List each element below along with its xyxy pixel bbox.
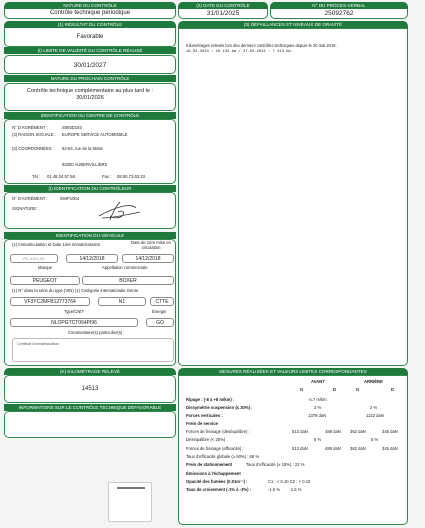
eff-label: Forces de freinage (efficacité) : [186,446,244,451]
center-tel-label: Tél : [32,174,41,179]
center-fax-value: 08.50.73.63.33 [117,174,145,179]
ripage-av: -4.7 m/km [308,397,327,402]
vehicle-genre: CTTE [150,297,174,306]
nature-label: NATURE DU CONTRÔLE [4,2,176,9]
center-coords-label: (3) COORDONNÉES : [12,146,54,151]
center-agrement-label: N° D'AGRÉMENT : [12,125,48,130]
desequ-rg: 362 daN [350,429,366,434]
vehicle-id-label: Certificat d'immatriculation [17,342,60,346]
measures-avant: AVANT [311,379,325,384]
desequ2-ar: 5 % [371,437,379,442]
defects-line2: 16.02.2024 : 10 133 km / 27.02.2021 : 7 213 km [186,50,291,54]
pv-value: 25092762 [324,10,354,17]
vehicle-vin-label: (1) N° dans la série du type (VIN) (1) Catégorie internationale Genre [12,288,139,293]
dissym-av: 3 % [314,405,322,410]
desequ2-av: 5 % [314,437,322,442]
defects-box [178,28,408,366]
vehicle-immat: FC-XXX-XX [10,254,58,263]
eff-g: 513 daN [292,446,308,451]
date-header [178,2,268,19]
center-raison-value: EUROPE SERVICE AUTOMOBILE [62,132,128,137]
vehicle-marque: PEUGEOT [10,276,80,285]
center-address1: 62-64, rue de la Motte [62,146,103,151]
vehicle-type: NLOPGTCT064PI96 [10,318,138,327]
measures-arriere: ARRIÈRE [364,379,383,384]
pv-header [270,2,408,19]
result-label: (1) RÉSULTAT DU CONTRÔLE [4,21,176,28]
vehicle-modele: BOXER [82,276,174,285]
eff-rd: 345 daN [382,446,398,451]
forces-av: 1379 daN [308,413,327,418]
vehicle-energie: GO [146,318,174,327]
limit-value: 30/01/2027 [73,62,107,69]
info-box [4,411,176,438]
desequ-label: Forces de freinage (déséquilibre) : [186,429,250,434]
vehicle-label: IDENTIFICATION DU VÉHICULE [4,232,176,239]
pv-label: N° DU PROCES-VERBAL [270,2,408,9]
croise-value: -1.5 % -1.5 % [268,487,302,492]
measures-label: MESURES RÉALISÉES ET VALEURS LIMITES CORRESPONDANTES [178,368,408,375]
eff-rg: 362 daN [350,446,366,451]
vehicle-date1: 14/12/2018 [66,254,118,263]
ripage-label: Ripage : (-8 à +8 m/km) : [186,397,235,402]
date-value: 31/01/2025 [206,10,240,17]
signature-image [96,198,144,224]
center-agrement-value: S093D183 [62,125,82,130]
taux-label: Taux d'efficacité globale (≥ 50%) : 68 % [186,454,260,459]
vehicle-date2: 14/12/2018 [122,254,174,263]
date-label: (2) DATE DU CONTRÔLE [178,2,268,9]
vehicle-commercial-label: Appellation commerciale [102,265,148,270]
vehicle-energie-label: Énergie [152,309,167,314]
next-control-value: Contrôle technique complémentaire au plus tard le : 30/01/2026 [27,88,153,101]
center-tel-value: 01.48.34.57.56 [47,174,75,179]
km-label: (K) KILOMÉTRAGE RELEVÉ [4,368,176,375]
croise-label: Taux de croisement (-1% à -3%) : [186,487,252,492]
next-control-label: NATURE DU PROCHAIN CONTRÔLE [4,75,176,82]
dissym-label: Dissymétrie suspension (≤ 30%) : [186,405,253,410]
vehicle-marque-label: Marque [38,265,53,270]
forces-label: Forces verticales : [186,413,223,418]
dissym-ar: 2 % [370,405,378,410]
controller-agrement-value: 094P1004 [60,196,80,201]
vehicle-vin: VF3YC2MFB12773764 [10,297,90,306]
desequ-rd: 345 daN [382,429,398,434]
nature-header [4,2,176,19]
col-d-ar: D [391,387,395,392]
stat-value: Taux d'efficacité (≥ 18%) : 22 % [246,462,305,467]
vehicle-comment-label: Commentaire(s) particulier(s) : [68,330,125,335]
forces-ar: 1122 daN [366,413,384,418]
desequ-d: 489 daN [325,429,341,434]
desequ2-label: Déséquilibre (< 20%) : [186,437,228,442]
nature-value: Contrôle technique périodique [49,10,131,16]
desequ-g: 513 daN [292,429,308,434]
center-label: IDENTIFICATION DU CENTRE DE CONTRÔLE [4,112,176,119]
eff-d: 489 daN [325,446,341,451]
col-d-av: D [333,387,337,392]
opacite-label: Opacité des fumées (0.51m⁻¹) : [186,479,248,484]
vehicle-circ-label: Date de 1ère mise en circulation [130,240,172,250]
emissions-title: Émissions à l'échappement [186,471,241,476]
vehicle-comment-field [12,338,174,362]
controller-label: (I) IDENTIFICATION DU CONTRÔLEUR [4,185,176,192]
col-g-av: G [300,387,304,392]
defects-label: (3) DÉFAILLANCES ET NIVEAUX DE GRAVITÉ [178,21,408,28]
stamp-area [108,482,152,522]
center-raison-label: (3) RAISON SOCIALE : [12,132,56,137]
controller-signature-label: SIGNATURE : [12,206,39,211]
controller-agrement-label: N° D'AGRÉMENT : [12,196,48,201]
opacite-value: C1 : < 0.10 C2 : < 0.10 [268,479,311,484]
center-address2: 93300 AUBERVILLIERS [62,162,108,167]
frein-title: Frein de service [186,421,218,426]
stat-label: Frein de stationnement [186,462,233,467]
vehicle-immat-label: (1) Immatriculation et Date 1ère immatriculation [12,242,101,247]
vehicle-type-label: Type/CNIT [64,309,85,314]
center-fax-label: Fax : [102,174,112,179]
limit-label: (I) LIMITE DE VALIDITÉ DU CONTRÔLE RÉALISÉ [4,47,176,54]
info-label: INFORMATIONS SUR LE CONTRÔLE TECHNIQUE DÉFAVORABLE [4,404,176,411]
defects-line1: Kilométrages relevés lors des derniers contrôles techniques depuis le 20 mai 2018 : [186,43,338,48]
result-value: Favorable [76,34,104,40]
col-g-ar: G [356,387,360,392]
vehicle-categorie: N1 [98,297,146,306]
km-value: 14513 [81,386,99,392]
